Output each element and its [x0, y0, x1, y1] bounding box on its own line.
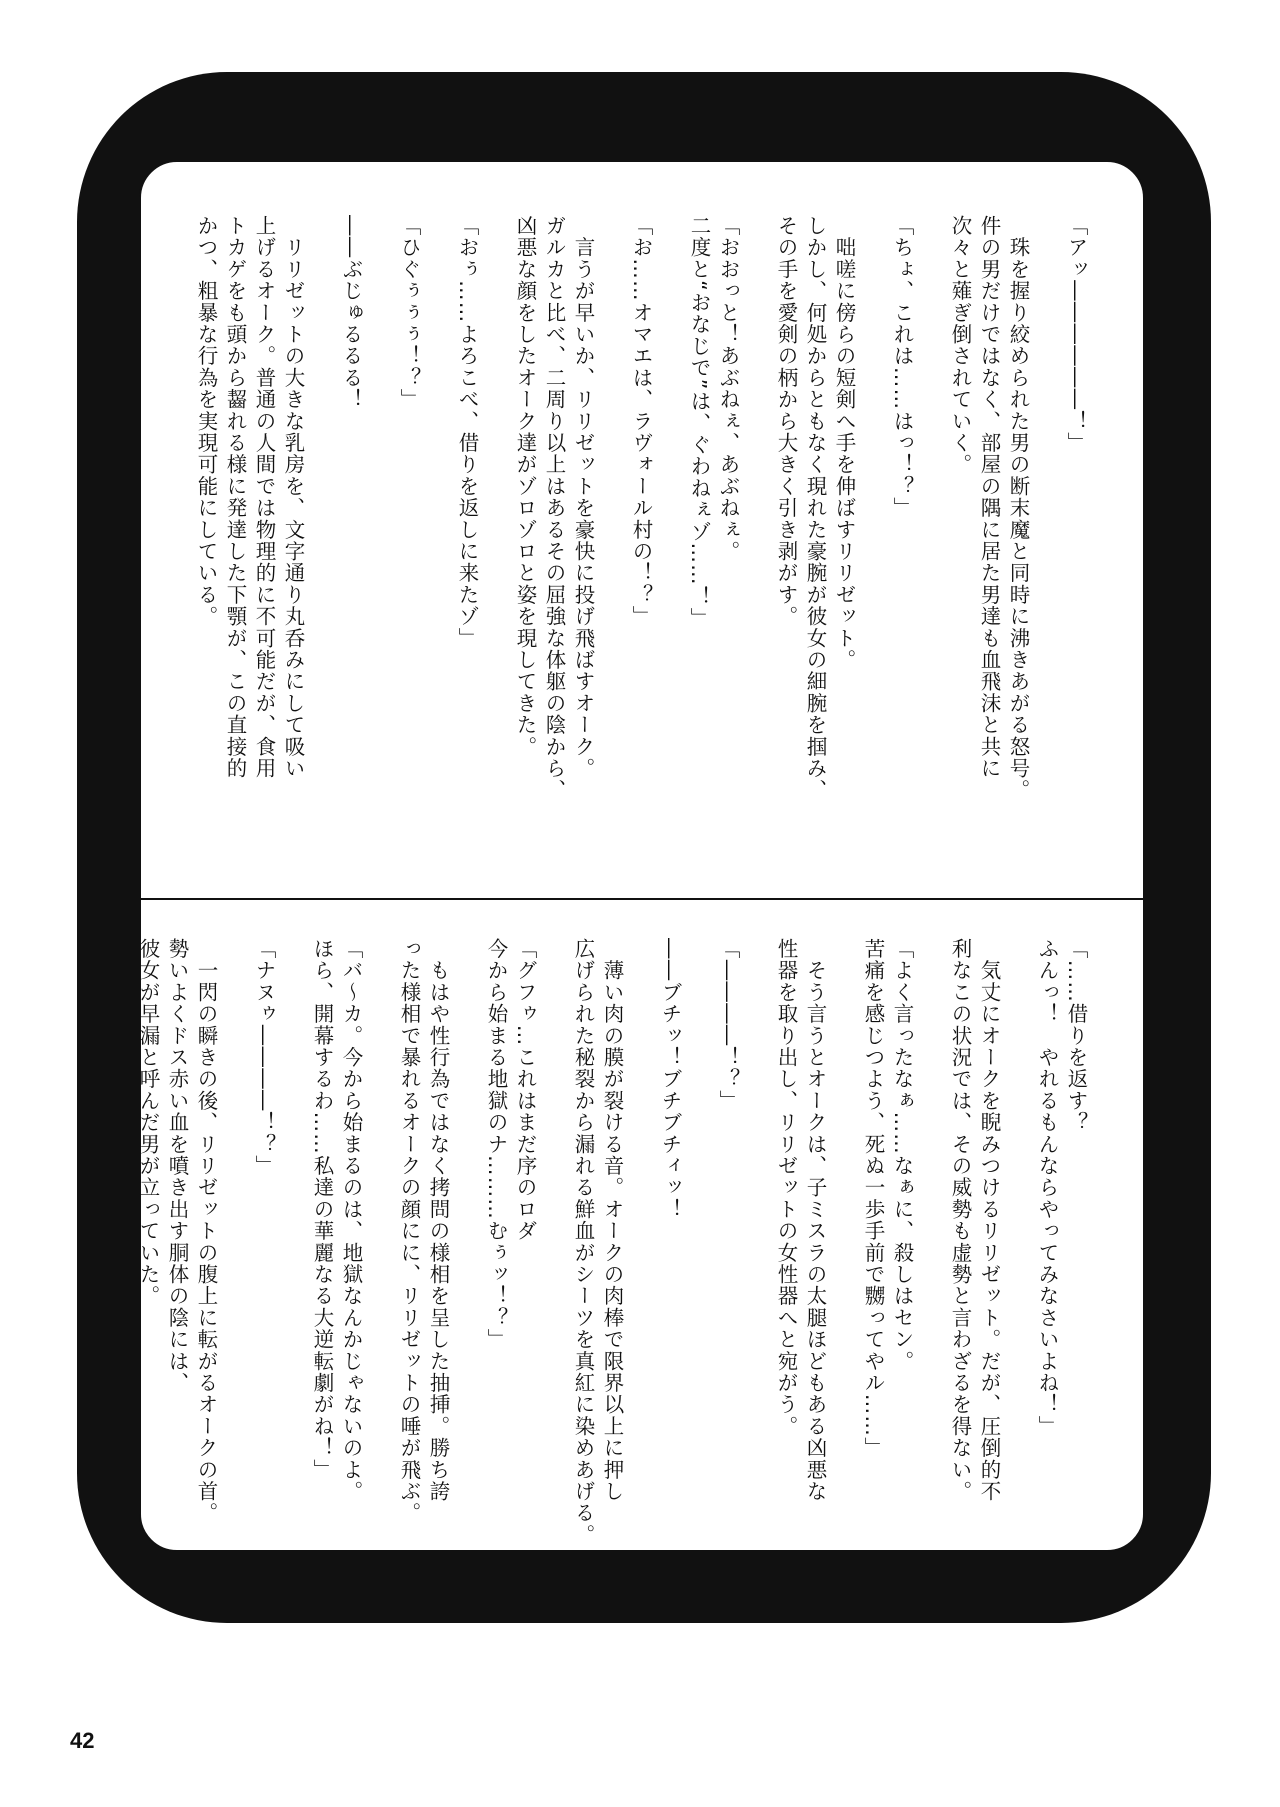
- text-line: 苦痛を感じつよう、死ぬ一歩手前で嬲ってやル……」: [861, 938, 885, 1459]
- paragraph-gap: [916, 215, 945, 875]
- text-line: 今から始まる地獄のナ………むぅッ！？」: [484, 938, 508, 1351]
- text-line: 広げられた秘裂から漏れる鮮血がシーツを真紅に染めあげる。: [571, 938, 595, 1546]
- paragraph-gap: [916, 938, 945, 1528]
- text-line: 「ちょ、これは……はっ！？」: [890, 215, 914, 519]
- paragraph-gap: [481, 215, 510, 875]
- text-line: 上げるオーク。普通の人間では物理的に不可能だが、食用: [252, 215, 276, 780]
- panel-divider: [139, 898, 1145, 900]
- text-line: 「ひぐぅぅぅ！？」: [397, 215, 421, 411]
- text-line: 「おぅ……よろこべ、借りを返しに来たゾ」: [455, 215, 479, 649]
- paragraph-gap: [858, 215, 887, 875]
- page-number: 42: [70, 1728, 95, 1753]
- text-line: 「お……オマエは、ラヴォール村の！？」: [629, 215, 653, 628]
- text-line: 「アッ――――――！」: [1064, 215, 1088, 454]
- text-line: 「グフゥ…これはまだ序のロダ: [513, 938, 537, 1242]
- text-line: 凶悪な顔をしたオーク達がゾロゾロと姿を現してきた。: [513, 215, 537, 758]
- text-line: ほら、開幕するわ……私達の華麗なる大逆転劇がね！」: [310, 938, 334, 1481]
- text-line: 彼女が早漏と呼んだ男が立っていた。: [136, 938, 160, 1307]
- paragraph-gap: [1003, 938, 1032, 1528]
- paragraph-gap: [220, 938, 249, 1528]
- text-line: 珠を握り絞められた男の断末魔と同時に沸きあがる怒号。: [1006, 215, 1030, 801]
- text-line: そう言うとオークは、子ミスラの太腿ほどもある凶悪な: [803, 938, 827, 1503]
- text-line: 「ナヌゥ――――！？」: [252, 938, 276, 1177]
- text-line: ふんっ！ やれるもんならやってみなさいよね！」: [1035, 938, 1059, 1438]
- text-line: 性器を取り出し、リリゼットの女性器へと宛がう。: [774, 938, 798, 1438]
- paragraph-gap: [423, 215, 452, 875]
- text-line: その手を愛剣の柄から大きく引き剥がす。: [774, 215, 798, 628]
- paragraph-gap: [307, 215, 336, 875]
- text-line: ――ぶじゅるるる！: [339, 215, 363, 411]
- top-text-panel: [194, 215, 1090, 875]
- text-line: リリゼットの大きな乳房を、文字通り丸呑みにして吸い: [281, 215, 305, 780]
- text-line: かつ、粗暴な行為を実現可能にしている。: [194, 215, 218, 628]
- text-line: 気丈にオークを睨みつけるリリゼット。だが、圧倒的不: [977, 938, 1001, 1503]
- text-line: 「……借りを返す？: [1064, 938, 1088, 1134]
- paragraph-gap: [365, 938, 394, 1528]
- paragraph-gap: [742, 215, 771, 875]
- text-line: 次々と薙ぎ倒されていく。: [948, 215, 972, 476]
- text-line: 件の男だけではなく、部屋の隅に居た男達も血飛沫と共に: [977, 215, 1001, 780]
- text-line: 二度と“おなじで”は、ぐわねぇゾ……！」: [687, 215, 711, 630]
- paragraph-gap: [365, 215, 394, 875]
- text-line: 「バ～カ。今から始まるのは、地獄なんかじゃないのよ。: [339, 938, 363, 1503]
- paragraph-gap: [1032, 215, 1061, 875]
- text-line: 言うが早いか、リリゼットを豪快に投げ飛ばすオーク。: [571, 215, 595, 780]
- text-line: ――ブチッ！ブチブチィッ！: [658, 938, 682, 1221]
- text-line: トカゲをも頭から齧れる様に発達した下顎が、この直接的: [223, 215, 247, 780]
- paragraph-gap: [452, 938, 481, 1528]
- text-line: 勢いよくドス赤い血を噴き出す胴体の陰には、: [165, 938, 189, 1394]
- paragraph-gap: [655, 215, 684, 875]
- paragraph-gap: [684, 938, 713, 1528]
- text-line: 「――――！？」: [716, 938, 740, 1112]
- text-line: ガルカと比べ、二周り以上はあるその屈強な体躯の陰から、: [542, 215, 566, 801]
- text-line: しかし、何処からともなく現れた豪腕が彼女の細腕を掴み、: [803, 215, 827, 801]
- paragraph-gap: [278, 938, 307, 1528]
- paragraph-gap: [626, 938, 655, 1528]
- text-line: 咄嗟に傍らの短剣へ手を伸ばすリリゼット。: [832, 215, 856, 671]
- paragraph-gap: [597, 215, 626, 875]
- text-line: 利なこの状況では、その威勢も虚勢と言わざるを得ない。: [948, 938, 972, 1503]
- text-line: 「おおっと！あぶねぇ、あぶねぇ。: [716, 215, 740, 563]
- text-line: った様相で暴れるオークの顔にに、リリゼットの唾が飛ぶ。: [397, 938, 421, 1524]
- bottom-text-panel: [136, 938, 1090, 1546]
- text-line: 一閃の瞬きの後、リリゼットの腹上に転がるオークの首。: [194, 938, 218, 1524]
- text-line: 「よく言ったなぁ……なぁに、殺しはセン。: [890, 938, 914, 1372]
- paragraph-gap: [539, 938, 568, 1528]
- text-line: 薄い肉の膜が裂ける音。オークの肉棒で限界以上に押し: [600, 938, 624, 1503]
- paragraph-gap: [742, 938, 771, 1528]
- text-line: もはや性行為ではなく拷問の様相を呈した抽挿。勝ち誇: [426, 938, 450, 1503]
- paragraph-gap: [829, 938, 858, 1528]
